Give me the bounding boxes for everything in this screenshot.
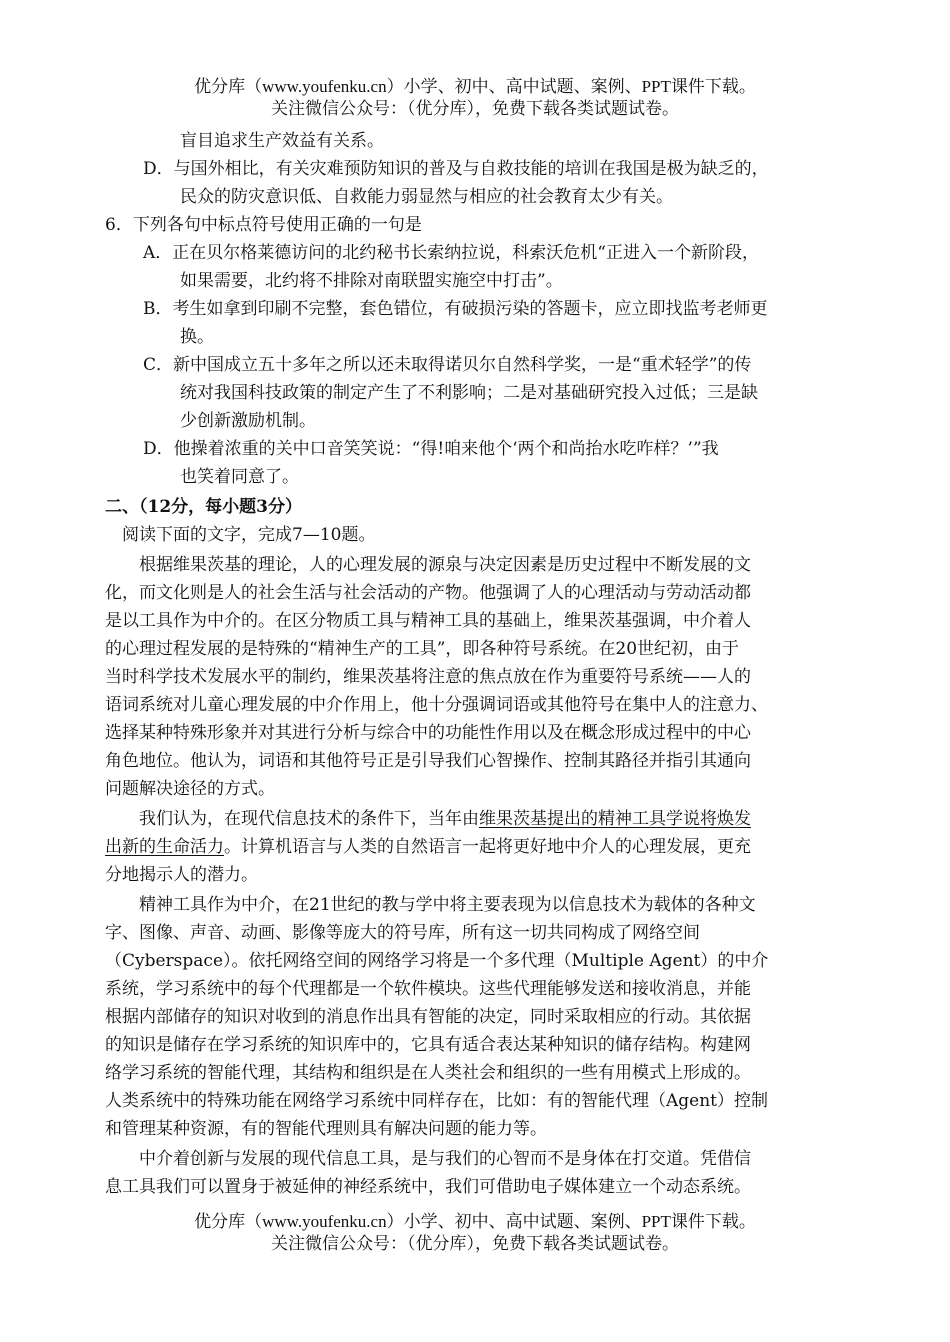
footer-line-1: 优分库（www.youfenku.cn）小学、初中、高中试题、案例、PPT课件下载。 [194,1212,756,1231]
passage-p1-line: 语词系统对儿童心理发展的中介作用上，他十分强调词语或其他符号在集中人的注意力、 [105,695,768,715]
passage-p2-line-1 [105,807,751,831]
passage-p2-text: 我们认为，在现代信息技术的条件下，当年由 [105,809,479,829]
passage-p1-line: 当时科学技术发展水平的制约，维果茨基将注意的焦点放在作为重要符号系统——人的 [105,667,751,687]
passage-p3-line: 精神工具作为中介，在21世纪的教与学中将主要表现为以信息技术为载体的各种文 [105,895,756,915]
passage-p3-line: 的知识是储存在学习系统的知识库中的，它具有适合表达某种知识的储存结构。构建网 [105,1035,751,1055]
passage-p3-line: 字、图像、声音、动画、影像等庞大的符号库，所有这一切共同构成了网络空间 [105,923,700,943]
passage-p1-line: 根据维果茨基的理论，人的心理发展的源泉与决定因素是历史过程中不断发展的文 [105,555,751,575]
passage-p3-line: 根据内部储存的知识对收到的消息作出具有智能的决定，同时采取相应的行动。其依据 [105,1007,751,1027]
passage-p4-line: 中介着创新与发展的现代信息工具，是与我们的心智而不是身体在打交道。凭借信 [105,1149,751,1169]
passage-p1-line: 角色地位。他认为，词语和其他符号正是引导我们心智操作、控制其路径并指引其通向 [105,751,751,771]
passage-p3-line: 系统，学习系统中的每个代理都是一个软件模块。这些代理能够发送和接收消息，并能 [105,979,751,999]
q6-option-d-line-1: D．他操着浓重的关中口音笑笑说：“得!咱来他个‘两个和尚抬水吃咋样？’”我 [143,439,719,459]
passage-underlined-phrase: 出新的生命活力 [105,837,224,857]
passage-p3-line: 和管理某种资源，有的智能代理则具有解决问题的能力等。 [105,1119,547,1139]
passage-p1-line: 的心理过程发展的是特殊的“精神生产的工具”，即各种符号系统。在20世纪初，由于 [105,639,740,659]
passage-p1-line: 问题解决途径的方式。 [105,779,275,799]
q6-option-a-line-1: A．正在贝尔格莱德访问的北约秘书长索纳拉说，科索沃危机“正进入一个新阶段， [143,243,759,263]
q6-option-b-line-2: 换。 [180,327,214,347]
passage-p1-line: 是以工具作为中介的。在区分物质工具与精神工具的基础上，维果茨基强调，中介着人 [105,611,751,631]
q6-option-c-line-1: C．新中国成立五十多年之所以还未取得诺贝尔自然科学奖，一是“重术轻学”的传 [143,355,752,375]
q5-option-d-line-2: 民众的防灾意识低、自救能力弱显然与相应的社会教育太少有关。 [180,187,673,207]
q6-option-c-line-3: 少创新激励机制。 [180,411,316,431]
q6-stem: 6．下列各句中标点符号使用正确的一句是 [105,215,422,235]
section-2-heading: 二、（12分，每小题3分） [105,497,302,517]
footer-line-2: 关注微信公众号：（优分库），免费下载各类试题试卷。 [271,1234,679,1253]
passage-p1-line: 选择某种特殊形象并对其进行分析与综合中的功能性作用以及在概念形成过程中的中心 [105,723,751,743]
q6-option-a-line-2: 如果需要，北约将不排除对南联盟实施空中打击”。 [180,271,563,291]
q6-option-b-line-1: B．考生如拿到印刷不完整，套色错位，有破损污染的答题卡，应立即找监考老师更 [143,299,768,319]
passage-p2-line-3: 分地揭示人的潜力。 [105,865,258,885]
header-line-1: 优分库（www.youfenku.cn）小学、初中、高中试题、案例、PPT课件下载。 [194,77,756,96]
passage-underlined-phrase: 维果茨基提出的精神工具学说将焕发 [479,809,751,829]
q5-option-d-line-1: D．与国外相比，有关灾难预防知识的普及与自救技能的培训在我国是极为缺乏的， [143,159,769,179]
passage-p3-line: 络学习系统的智能代理，其结构和组织是在人类社会和组织的一些有用模式上形成的。 [105,1063,751,1083]
passage-p4-line: 息工具我们可以置身于被延伸的神经系统中，我们可借助电子媒体建立一个动态系统。 [105,1177,751,1197]
header-line-2: 关注微信公众号：（优分库），免费下载各类试题试卷。 [271,99,679,118]
passage-p1-line: 化，而文化则是人的社会生活与社会活动的产物。他强调了人的心理活动与劳动活动都 [105,583,751,603]
q6-option-d-line-2: 也笑着同意了。 [180,467,299,487]
passage-p2-text: 。计算机语言与人类的自然语言一起将更好地中介人的心理发展，更充 [224,837,751,857]
passage-p3-line: （Cyberspace）。依托网络空间的网络学习将是一个多代理（Multiple Agent）的中介 [105,951,769,971]
section-2-instruction: 阅读下面的文字，完成7—10题。 [122,525,376,545]
passage-p3-line: 人类系统中的特殊功能在网络学习系统中同样存在，比如：有的智能代理（Agent）控制 [105,1091,768,1111]
prev-option-tail: 盲目追求生产效益有关系。 [180,131,384,151]
passage-p2-line-2 [105,835,751,859]
q6-option-c-line-2: 统对我国科技政策的制定产生了不利影响；二是对基础研究投入过低；三是缺 [180,383,758,403]
